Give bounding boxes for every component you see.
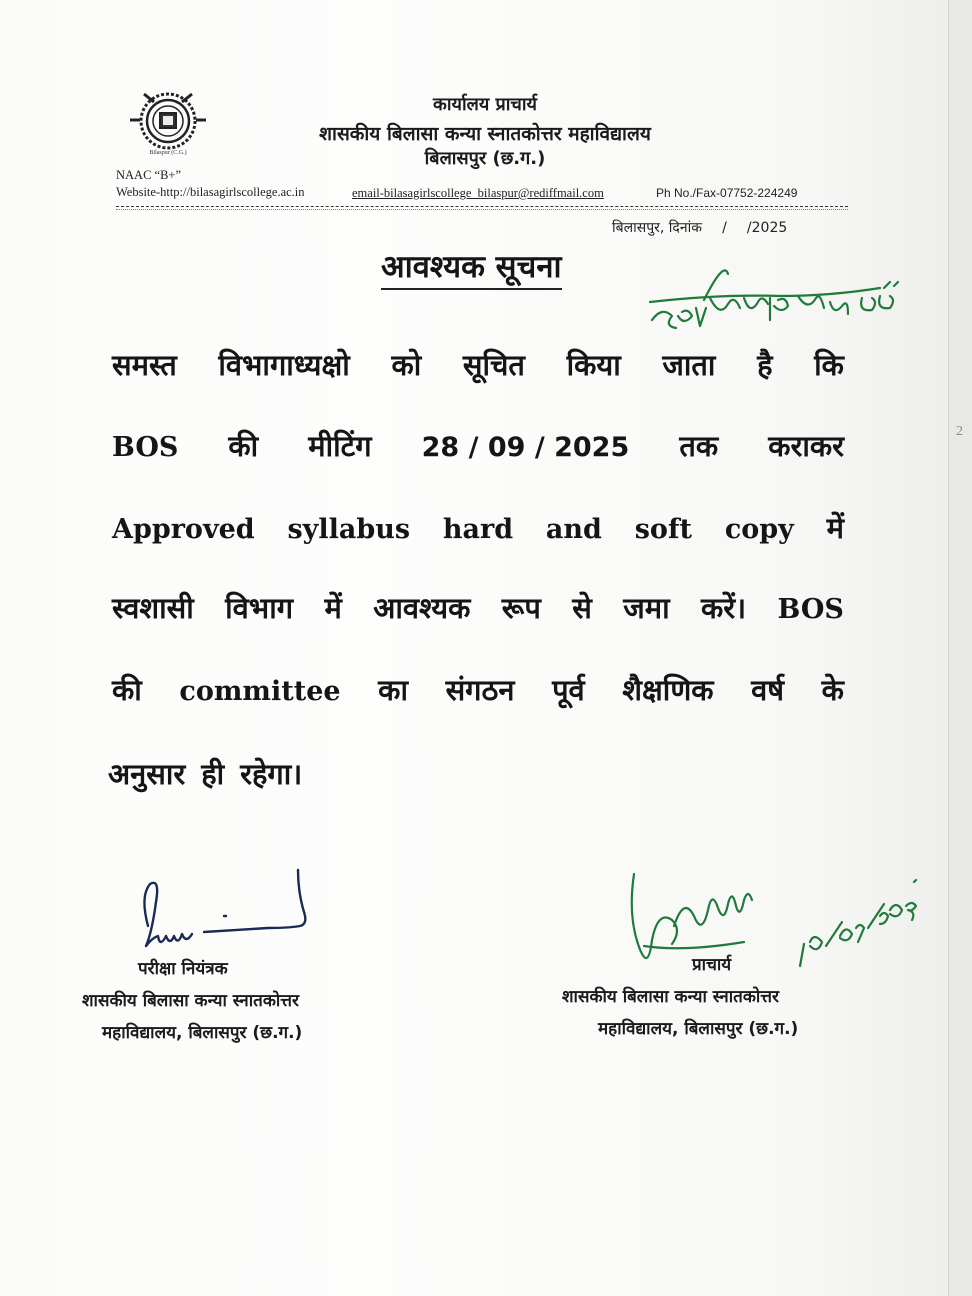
body-word: समस्त [112,348,177,382]
body-word: की [112,673,142,707]
body-word: BOS [777,594,844,625]
principal-signature [614,866,934,986]
body-word: सूचित [462,348,525,382]
body-word: को [391,348,422,382]
body-word: अनुसार [108,757,186,791]
phone-text: Ph No./Fax-07752-224249 [656,186,798,200]
body-word: कराकर [768,429,844,463]
date-prefix: बिलासपुर, दिनांक [612,220,702,236]
body-word: पूर्व [552,673,585,707]
body-word: तक [679,429,719,463]
exam-controller-college: शासकीय बिलासा कन्या स्नातकोत्तर [82,991,299,1011]
body-line-3 [112,508,844,550]
principal-college: शासकीय बिलासा कन्या स्नातकोत्तर [562,987,779,1007]
body-word: विभाग [225,591,294,625]
body-word: कि [814,348,844,382]
date-year: /2025 [746,220,788,236]
body-word: copy [724,514,794,545]
body-word: and [545,514,602,545]
body-word: विभागाध्यक्षो [218,348,350,382]
naac-grade: NAAC “B+” [116,168,182,182]
exam-controller-signature [124,866,324,962]
website-text: Website-http://bilasagirlscollege.ac.in [116,185,305,199]
office-heading: कार्यालय प्राचार्य [433,94,537,115]
body-word: Approved [112,514,255,545]
handwritten-green-note [648,268,908,348]
body-word: के [821,673,844,707]
body-word: जमा [623,591,670,625]
college-city: बिलासपुर (छ.ग.) [424,148,546,169]
body-line-5 [112,670,844,712]
body-word: संगठन [445,673,515,707]
college-logo-icon [124,90,216,160]
body-word: में [826,511,844,545]
body-word: जाता [662,348,716,382]
email-text: email-bilasagirlscollege_bilaspur@rediffmail.com [352,186,604,200]
body-word: करें। [701,591,747,625]
body-word: शैक्षणिक [622,673,714,707]
green-note-text: सर्व प्राध्यापक दें [648,268,654,269]
svg-text:Bilaspur (C.G.): Bilaspur (C.G.) [149,150,187,156]
body-word: committee [179,676,341,707]
body-word: का [378,673,408,707]
body-word: आवश्यक [373,591,471,625]
body-word: वर्ष [751,673,785,707]
notice-title: आवश्यक सूचना [381,246,562,290]
body-word: soft [634,514,693,545]
principal-role: प्राचार्य [692,955,732,975]
exam-controller-address: महाविद्यालय, बिलासपुर (छ.ग.) [102,1023,303,1043]
body-word: की [228,429,259,463]
body-line-1 [112,345,844,385]
body-line-2 [112,426,844,468]
body-word: स्वशासी [112,591,194,625]
body-line-6 [108,754,840,794]
header-divider [116,206,848,207]
body-word: से [572,591,592,625]
edge-mark: 2 [956,424,963,439]
body-word: है [757,348,773,382]
body-word: रहेगा। [240,757,303,791]
body-line-4 [112,588,844,630]
body-word: रूप [501,591,541,625]
meeting-date: 28 / 09 / 2025 [421,432,630,463]
header-divider-secondary [116,209,848,210]
date-line [612,218,787,237]
date-slash: / [722,220,727,236]
body-word: syllabus [287,514,411,545]
body-word: ही [201,757,225,791]
college-name: शासकीय बिलासा कन्या स्नातकोत्तर महाविद्यालय [319,123,651,145]
body-word: hard [442,514,514,545]
body-word: में [324,591,342,625]
body-word: मीटिंग [308,429,372,463]
body-word: किया [566,348,621,382]
principal-address: महाविद्यालय, बिलासपुर (छ.ग.) [598,1019,799,1039]
exam-controller-role: परीक्षा नियंत्रक [138,959,228,979]
body-word: BOS [112,432,179,463]
page-edge-shadow [948,0,972,1296]
